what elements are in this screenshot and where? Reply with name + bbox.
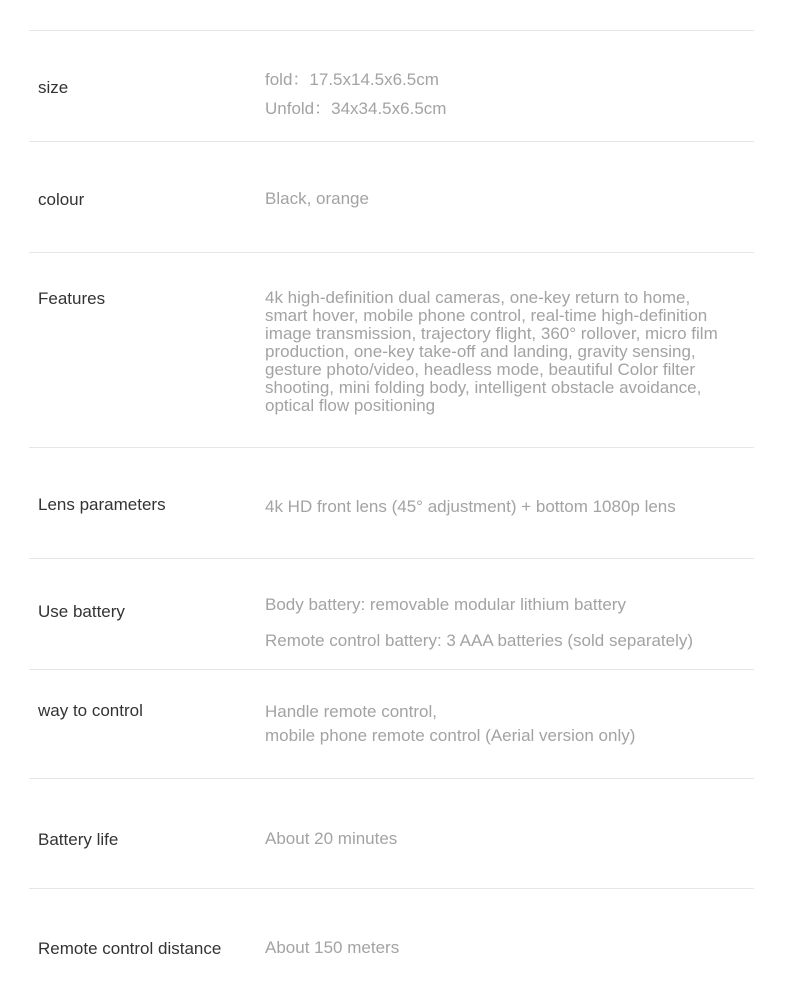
features-line: smart hover, mobile phone control, real-time high-definition xyxy=(265,306,708,325)
features-line: image transmission, trajectory flight, 360° rollover, micro film xyxy=(265,324,718,343)
row-divider xyxy=(29,30,754,31)
features-value xyxy=(265,289,751,415)
features-line: 4k high-definition dual cameras, one-key return to home, xyxy=(265,288,691,307)
features-line: gesture photo/video, headless mode, beautiful Color filter xyxy=(265,360,695,379)
row-divider xyxy=(29,252,754,253)
features-line: production, one-key take-off and landing, gravity sensing, xyxy=(265,342,696,361)
row-divider xyxy=(29,447,754,448)
distance-label: Remote control distance xyxy=(38,939,222,958)
lens-label: Lens parameters xyxy=(38,495,166,514)
row-divider xyxy=(29,888,754,889)
control-label: way to control xyxy=(38,701,143,720)
control-line1-value: Handle remote control, xyxy=(265,702,437,721)
features-line: shooting, mini folding body, intelligent obstacle avoidance, xyxy=(265,378,702,397)
battery-remote-value: Remote control battery: 3 AAA batteries (sold separately) xyxy=(265,631,694,650)
row-divider xyxy=(29,669,754,670)
control-line2-value: mobile phone remote control (Aerial version only) xyxy=(265,726,636,745)
colour-value: Black, orange xyxy=(265,189,369,208)
distance-value: About 150 meters xyxy=(265,938,400,957)
colour-label: colour xyxy=(38,190,85,209)
row-divider xyxy=(29,558,754,559)
battery-life-label: Battery life xyxy=(38,830,119,849)
features-line: optical flow positioning xyxy=(265,396,436,415)
lens-value: 4k HD front lens (45° adjustment) + bottom 1080p lens xyxy=(265,497,676,516)
features-label: Features xyxy=(38,289,106,308)
row-divider xyxy=(29,778,754,779)
size-unfold-value: Unfold：34x34.5x6.5cm xyxy=(265,99,447,118)
size-fold-value: fold：17.5x14.5x6.5cm xyxy=(265,70,439,89)
battery-life-value: About 20 minutes xyxy=(265,829,398,848)
battery-label: Use battery xyxy=(38,602,125,621)
row-divider xyxy=(29,141,754,142)
battery-body-value: Body battery: removable modular lithium battery xyxy=(265,595,626,614)
size-label: size xyxy=(38,78,69,97)
